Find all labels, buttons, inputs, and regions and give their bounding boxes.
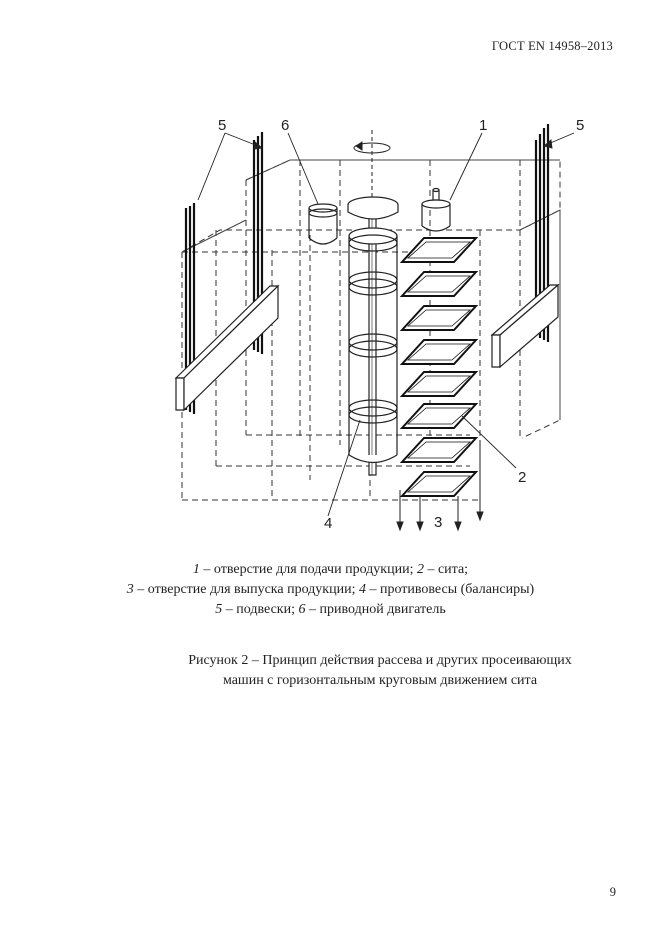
- callout-3: 3: [434, 514, 443, 531]
- document-code: ГОСТ EN 14958–2013: [491, 39, 613, 53]
- drive-motor: [309, 204, 337, 244]
- legend-num: 3: [126, 582, 134, 597]
- caption-line-1: Рисунок 2 – Принцип действия рассева и других просеивающих: [188, 653, 572, 668]
- rotation-arrow-icon: [354, 130, 390, 200]
- callout-6: 6: [281, 117, 290, 134]
- page-number: 9: [609, 885, 616, 899]
- figure-caption: [150, 651, 610, 691]
- legend-line-1: [0, 560, 661, 580]
- callout-4: 4: [324, 515, 333, 532]
- legend-num: 4: [358, 582, 366, 597]
- right-bracket: [492, 285, 558, 367]
- legend-text: – приводной двигатель: [305, 602, 446, 617]
- callout-5-left: 5: [218, 117, 227, 134]
- outer-frame-back: [246, 160, 560, 445]
- figure-legend: [0, 560, 661, 620]
- legend-text: – отверстие для подачи продукции;: [199, 562, 417, 577]
- caption-line-2: машин с горизонтальным круговым движением сита: [222, 673, 538, 688]
- inlet-opening: [422, 189, 450, 232]
- legend-text: – отверстие для выпуска продукции;: [133, 582, 359, 597]
- legend-text: – подвески;: [222, 602, 299, 617]
- legend-line-2: [0, 580, 661, 600]
- legend-text: – сита;: [423, 562, 469, 577]
- legend-text: – противовесы (балансиры): [365, 582, 535, 597]
- legend-num: 1: [192, 562, 200, 577]
- sieve-stack: [402, 238, 476, 496]
- legend-num: 2: [416, 562, 424, 577]
- legend-num: 5: [215, 602, 223, 617]
- callout-2: 2: [518, 469, 527, 486]
- legend-num: 6: [298, 602, 306, 617]
- callout-5-right: 5: [576, 117, 585, 134]
- legend-line-3: [0, 600, 661, 620]
- callout-1: 1: [479, 117, 488, 134]
